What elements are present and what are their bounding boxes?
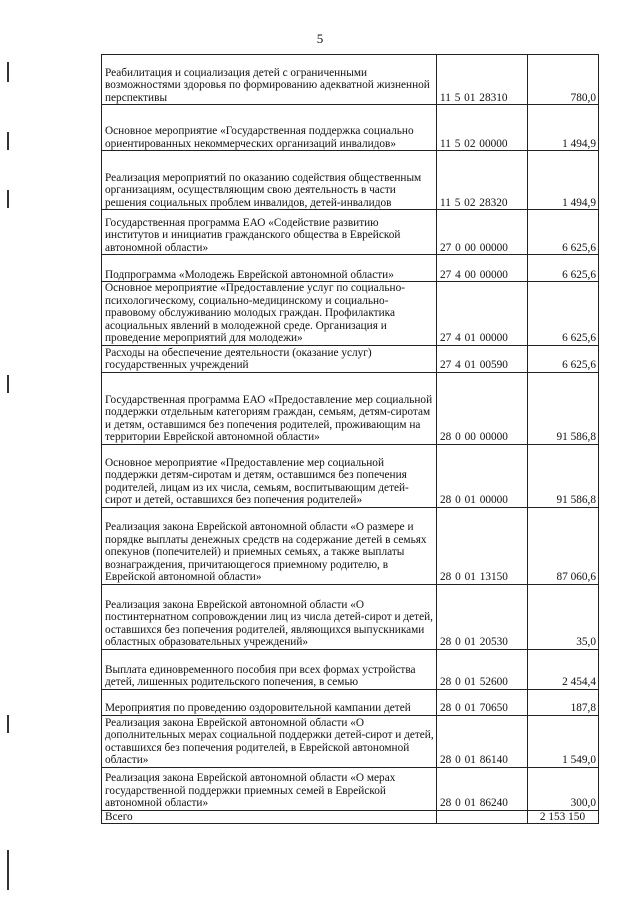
row-name: Выплата единовременного пособия при всех формах устройства детей, лишенных родительского попечения, в семью: [102, 649, 437, 689]
row-code: 28 0 01 00000: [437, 444, 528, 507]
margin-mark: [7, 850, 9, 890]
row-code: 27 0 00 00000: [437, 210, 528, 255]
row-name: Основное мероприятие «Предоставление мер социальной поддержки детям-сиротам и детям, оставшимся без попечения родителей, лицам из их числа, семьям, воспитывающим детей-сирот и детей, оставшихся без попечения родителей»: [102, 444, 437, 507]
row-code: 28 0 01 20530: [437, 584, 528, 649]
table-row: [102, 372, 599, 444]
table-row: [102, 649, 599, 689]
row-sum: 6 625,6: [528, 282, 599, 346]
row-name: Государственная программа ЕАО «Предоставление мер социальной поддержки отдельным категориям граждан, семьям, детям-сиротам и детям, оставшимся без попечения родителей, проживающим на территории Еврейской автономной области»: [102, 372, 437, 444]
table-row: [102, 444, 599, 507]
budget-table-body: [102, 55, 599, 824]
total-label: Всего: [102, 810, 437, 824]
row-sum: 6 625,6: [528, 345, 599, 372]
row-name: Реализация мероприятий по оказанию содействия общественным организациям, осуществляющим свою деятельность в части решения социальных проблем инвалидов, детей-инвалидов: [102, 151, 437, 210]
row-code: 27 4 01 00590: [437, 345, 528, 372]
row-code: 27 4 00 00000: [437, 255, 528, 282]
row-code: 27 4 01 00000: [437, 282, 528, 346]
table-row: [102, 105, 599, 151]
page-number: 5: [316, 31, 324, 46]
row-name: Реализация закона Еврейской автономной области «О размере и порядке выплаты денежных средств на содержание детей в семьях опекунов (попечителей) и приемных семьях, а также выплаты вознаграждения, причитающегося приемному родителю, в Еврейской автономной области»: [102, 507, 437, 584]
row-name: Мероприятия по проведению оздоровительной кампании детей: [102, 689, 437, 715]
row-name: Государственная программа ЕАО «Содействие развитию институтов и инициатив гражданского общества в Еврейской автономной области»: [102, 210, 437, 255]
table-row: [102, 210, 599, 255]
total-sum: 2 153 150: [528, 810, 599, 824]
row-sum: 780,0: [528, 55, 599, 105]
table-row: [102, 767, 599, 810]
margin-mark: [7, 190, 9, 208]
row-code: 28 0 01 86140: [437, 715, 528, 767]
row-code: 28 0 00 00000: [437, 372, 528, 444]
row-code: 11 5 02 00000: [437, 105, 528, 151]
table-row: [102, 55, 599, 105]
row-code: 11 5 02 28320: [437, 151, 528, 210]
row-sum: 91 586,8: [528, 372, 599, 444]
table-row: [102, 715, 599, 767]
row-name: Расходы на обеспечение деятельности (оказание услуг) государственных учреждений: [102, 345, 437, 372]
row-name: Реализация закона Еврейской автономной области «О постинтернатном сопровождении лиц из числа детей-сирот и детей, оставшихся без попечения родителей, являющихся выпускниками областных образовательных учреждений»: [102, 584, 437, 649]
table-row: [102, 689, 599, 715]
row-sum: 300,0: [528, 767, 599, 810]
table-row: [102, 507, 599, 584]
total-code: [437, 810, 528, 824]
table-row: [102, 151, 599, 210]
row-code: 11 5 01 28310: [437, 55, 528, 105]
table-row: [102, 345, 599, 372]
margin-mark: [7, 132, 9, 150]
row-name: Реализация закона Еврейской автономной области «О дополнительных мерах социальной поддержки детей-сирот и детей, оставшихся без попечения родителей, в Еврейской автономной области»: [102, 715, 437, 767]
row-name: Основное мероприятие «Государственная поддержка социально ориентированных некоммерческих организаций инвалидов»: [102, 105, 437, 151]
row-sum: 1 494,9: [528, 105, 599, 151]
table-row: [102, 255, 599, 282]
row-sum: 2 454,4: [528, 649, 599, 689]
row-sum: 187,8: [528, 689, 599, 715]
total-row: [102, 810, 599, 824]
row-code: 28 0 01 13150: [437, 507, 528, 584]
row-sum: 6 625,6: [528, 255, 599, 282]
row-sum: 91 586,8: [528, 444, 599, 507]
table-row: [102, 282, 599, 346]
row-sum: 1 549,0: [528, 715, 599, 767]
row-code: 28 0 01 52600: [437, 649, 528, 689]
row-name: Реализация закона Еврейской автономной области «О мерах государственной поддержки приемных семей в Еврейской автономной области»: [102, 767, 437, 810]
table-row: [102, 584, 599, 649]
row-code: 28 0 01 86240: [437, 767, 528, 810]
row-sum: 35,0: [528, 584, 599, 649]
margin-mark: [7, 715, 9, 733]
margin-mark: [7, 375, 9, 393]
row-name: Реабилитация и социализация детей с ограниченными возможностями здоровья по формированию адекватной жизненной перспективы: [102, 55, 437, 105]
margin-mark: [7, 62, 9, 82]
row-sum: 1 494,9: [528, 151, 599, 210]
row-name: Основное мероприятие «Предоставление услуг по социально-психологическому, социально-медицинскому и социально-правовому обслуживанию молодых граждан. Профилактика асоциальных явлений в молодежной среде. Организация и проведение мероприятий для молодежи»: [102, 282, 437, 346]
budget-table: [101, 54, 599, 824]
row-name: Подпрограмма «Молодежь Еврейской автономной области»: [102, 255, 437, 282]
row-sum: 87 060,6: [528, 507, 599, 584]
row-code: 28 0 01 70650: [437, 689, 528, 715]
row-sum: 6 625,6: [528, 210, 599, 255]
